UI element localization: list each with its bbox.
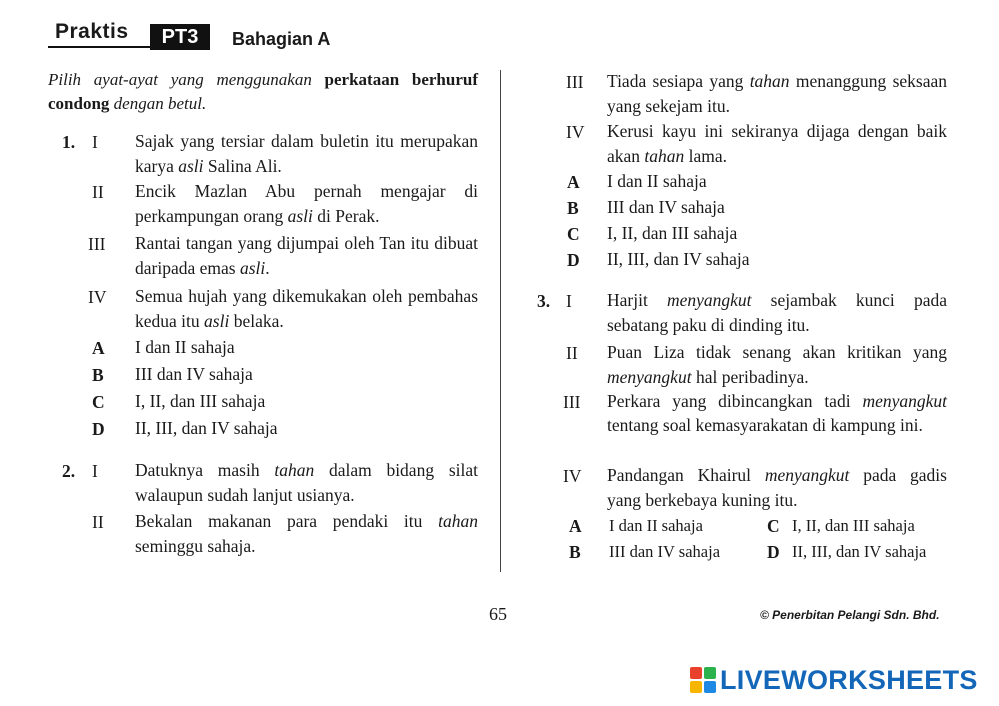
q1-item-iv: [135, 284, 478, 334]
q2-item-i-pre: Datuknya masih: [135, 460, 275, 480]
q3-item-iv: [607, 463, 947, 513]
q3-roman-iv: IV: [563, 466, 582, 486]
q2-roman-ii: II: [92, 512, 104, 532]
q3-option-c[interactable]: I, II, dan III sahaja: [792, 516, 915, 535]
q1-option-a-letter: A: [92, 338, 105, 358]
liveworksheets-logo[interactable]: [690, 664, 978, 696]
q3-number: 3.: [537, 291, 551, 311]
q2-item-ii-post: seminggu sahaja.: [135, 536, 256, 556]
page-number: 65: [489, 604, 507, 624]
q1-option-d[interactable]: II, III, dan IV sahaja: [135, 418, 278, 438]
q2-option-d[interactable]: II, III, dan IV sahaja: [607, 249, 750, 269]
q1-roman-iv: IV: [88, 287, 107, 307]
q3-option-b-letter: B: [569, 542, 581, 562]
q1-item-i-word: asli: [178, 156, 204, 176]
q2-option-b[interactable]: III dan IV sahaja: [607, 197, 725, 217]
q3-option-b[interactable]: III dan IV sahaja: [609, 542, 721, 561]
q2-option-a-letter: A: [567, 172, 580, 192]
instruction-part3: dengan betul.: [113, 94, 207, 113]
q3-item-iii: [607, 389, 947, 437]
q2-item-iii-word: tahan: [749, 71, 790, 91]
q1-item-iv-pre: Semua hujah yang dikemukakan oleh pembahas kedua itu: [135, 286, 478, 331]
q3-roman-iii: III: [563, 392, 581, 412]
instruction: [48, 68, 478, 116]
q1-item-ii-post: di Perak.: [312, 206, 380, 226]
liveworksheets-logo-icon: [690, 667, 716, 693]
q1-option-d-letter: D: [92, 419, 105, 439]
q2-option-c-letter: C: [567, 224, 580, 244]
q2-item-i-word: tahan: [274, 460, 315, 480]
instruction-part2: perkataan berhuruf condong: [48, 70, 478, 113]
q2-item-iv-post: lama.: [684, 146, 728, 166]
q2-item-ii: [135, 509, 478, 559]
q3-item-i: [607, 288, 947, 338]
q2-number: 2.: [62, 461, 76, 481]
q1-item-iii-pre: Rantai tangan yang dijumpai oleh Tan itu dibuat daripada emas: [135, 233, 478, 278]
instruction-part1: Pilih ayat-ayat yang menggunakan: [48, 70, 312, 89]
header-praktis: Praktis: [55, 20, 129, 43]
q1-roman-iii: III: [88, 234, 106, 254]
q2-item-i-post: dalam bidang silat walaupun sudah lanjut usianya.: [135, 460, 478, 505]
q1-item-iii-post: .: [265, 258, 270, 278]
q2-item-ii-word: tahan: [438, 511, 478, 531]
q3-item-iii-word: menyangkut: [862, 391, 947, 411]
q2-option-c[interactable]: I, II, dan III sahaja: [607, 223, 738, 243]
q1-option-c-letter: C: [92, 392, 105, 412]
q2-item-iii: [607, 69, 947, 119]
q2-item-iv: [607, 119, 947, 169]
q3-roman-i: I: [566, 291, 572, 311]
q1-option-c[interactable]: I, II, dan III sahaja: [135, 391, 266, 411]
q1-item-ii-pre: Encik Mazlan Abu pernah mengajar di perkampungan orang: [135, 181, 478, 226]
q1-item-iii: [135, 231, 478, 281]
q2-roman-i: I: [92, 461, 98, 481]
q1-roman-i: I: [92, 132, 98, 152]
q3-item-iv-pre: Pandangan Khairul: [607, 465, 765, 485]
q1-item-i-pre: Sajak yang tersiar dalam buletin itu merupakan karya: [135, 131, 478, 176]
q1-roman-ii: II: [92, 182, 104, 202]
q1-item-iv-word: asli: [204, 311, 230, 331]
q1-item-iv-post: belaka.: [229, 311, 284, 331]
q1-item-iii-word: asli: [239, 258, 266, 278]
header-pt3-badge: PT3: [150, 24, 210, 50]
q2-item-i: [135, 458, 478, 508]
q3-option-d-letter: D: [767, 542, 780, 562]
q1-option-b[interactable]: III dan IV sahaja: [135, 364, 253, 384]
q1-item-i-post: Salina Ali.: [203, 156, 282, 176]
q2-option-a[interactable]: I dan II sahaja: [607, 171, 707, 191]
q3-item-ii-word: menyangkut: [607, 367, 692, 387]
q2-item-ii-pre: Bekalan makanan para pendaki itu: [135, 511, 439, 531]
q3-item-iii-pre: Perkara yang dibincangkan tadi: [607, 391, 863, 411]
q3-item-ii-pre: Puan Liza tidak senang akan kritikan yang: [607, 342, 947, 362]
q3-item-i-pre: Harjit: [607, 290, 667, 310]
q3-item-ii-post: hal peribadinya.: [691, 367, 809, 387]
q3-item-ii: [607, 340, 947, 390]
q3-item-i-word: menyangkut: [666, 290, 752, 310]
q2-roman-iv: IV: [566, 122, 585, 142]
q2-item-iii-post: menanggung seksaan yang sekejam itu.: [607, 71, 947, 116]
q1-option-a[interactable]: I dan II sahaja: [135, 337, 235, 357]
q2-option-b-letter: B: [567, 198, 579, 218]
q3-option-c-letter: C: [767, 516, 780, 536]
q2-option-d-letter: D: [567, 250, 580, 270]
q3-item-iii-post: tentang soal kemasyarakatan di kampung ini.: [607, 415, 923, 435]
q3-option-a-letter: A: [569, 516, 582, 536]
q3-item-i-post: sejambak kunci pada sebatang paku di dinding itu.: [607, 290, 947, 335]
q2-item-iv-word: tahan: [644, 146, 685, 166]
copyright: © Penerbitan Pelangi Sdn. Bhd.: [760, 608, 940, 622]
q3-item-iv-word: menyangkut: [764, 465, 850, 485]
liveworksheets-wordmark: LIVEWORKSHEETS: [720, 664, 978, 695]
column-divider: [500, 70, 501, 572]
header-section-title: Bahagian A: [232, 29, 331, 49]
q1-item-ii-word: asli: [287, 206, 313, 226]
q1-number: 1.: [62, 132, 76, 152]
q1-item-ii: [135, 179, 478, 229]
q3-option-a[interactable]: I dan II sahaja: [609, 516, 703, 535]
q3-roman-ii: II: [566, 343, 578, 363]
q3-option-d[interactable]: II, III, dan IV sahaja: [792, 542, 927, 561]
q2-item-iv-pre: Kerusi kayu ini sekiranya dijaga dengan baik akan: [607, 121, 947, 166]
q1-item-i: [135, 129, 478, 179]
q2-roman-iii: III: [566, 72, 584, 92]
q1-option-b-letter: B: [92, 365, 104, 385]
q2-item-iii-pre: Tiada sesiapa yang: [607, 71, 750, 91]
q3-item-iv-post: pada gadis yang berkebaya kuning itu.: [607, 465, 947, 510]
